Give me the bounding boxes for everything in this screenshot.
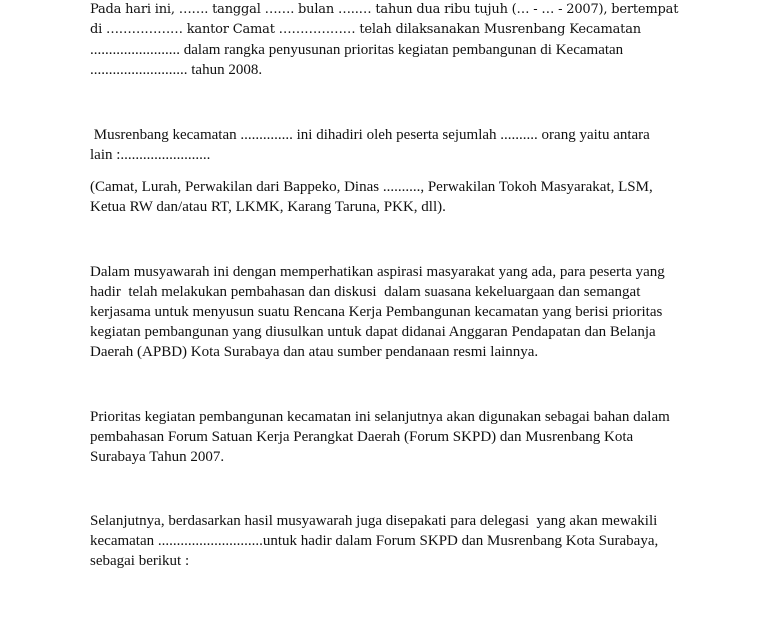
text-line: Ketua RW dan/atau RT, LKMK, Karang Taruna, PKK, dll). [90, 199, 446, 215]
text-line: hadir telah melakukan pembahasan dan diskusi dalam suasana kekeluargaan dan semangat [90, 284, 641, 300]
paragraph-participants [90, 177, 690, 217]
text-line: sebagai berikut : [90, 553, 190, 569]
text-line: ........................ dalam rangka penyusunan prioritas kegiatan pembangunan di Kecamatan [90, 42, 624, 58]
text-line: .......................... tahun 2008. [90, 62, 263, 78]
text-line: Prioritas kegiatan pembangunan kecamatan ini selanjutnya akan digunakan sebagai bahan dalam [90, 409, 670, 425]
text-line: Daerah (APBD) Kota Surabaya dan atau sumber pendanaan resmi lainnya. [90, 344, 539, 360]
text-line: di ……………… kantor Camat ……………… telah dilaksanakan Musrenbang Kecamatan [90, 22, 641, 37]
text-line: kecamatan ............................untuk hadir dalam Forum SKPD dan Musrenbang Kota Surabaya, [90, 533, 659, 549]
text-line: pembahasan Forum Satuan Kerja Perangkat Daerah (Forum SKPD) dan Musrenbang Kota [90, 429, 634, 445]
paragraph-attendance [90, 125, 690, 165]
text-line: kegiatan pembangunan yang diusulkan untuk dapat didanai Anggaran Pendapatan dan Belanja [90, 324, 656, 340]
text-line: kerjasama untuk menyusun suatu Rencana Kerja Pembangunan kecamatan yang berisi prioritas [90, 304, 663, 320]
paragraph-discussion [90, 262, 690, 362]
text-line: (Camat, Lurah, Perwakilan dari Bappeko, Dinas .........., Perwakilan Tokoh Masyarakat, LSM, [90, 179, 653, 195]
paragraph-priorities [90, 407, 690, 467]
text-line: lain :........................ [90, 147, 211, 163]
paragraph-opening [90, 0, 690, 80]
text-line: Surabaya Tahun 2007. [90, 449, 225, 465]
text-line: Selanjutnya, berdasarkan hasil musyawarah juga disepakati para delegasi yang akan mewakili [90, 513, 658, 529]
text-line: Musrenbang kecamatan .............. ini dihadiri oleh peserta sejumlah .......... orang yaitu antara [90, 127, 650, 143]
paragraph-delegates [90, 511, 690, 571]
text-line: Pada hari ini, ……. tanggal ……. bulan …..… tahun dua ribu tujuh (… - … - 2007), bertempat [90, 2, 679, 17]
text-line: Dalam musyawarah ini dengan memperhatikan aspirasi masyarakat yang ada, para peserta yang [90, 264, 665, 280]
